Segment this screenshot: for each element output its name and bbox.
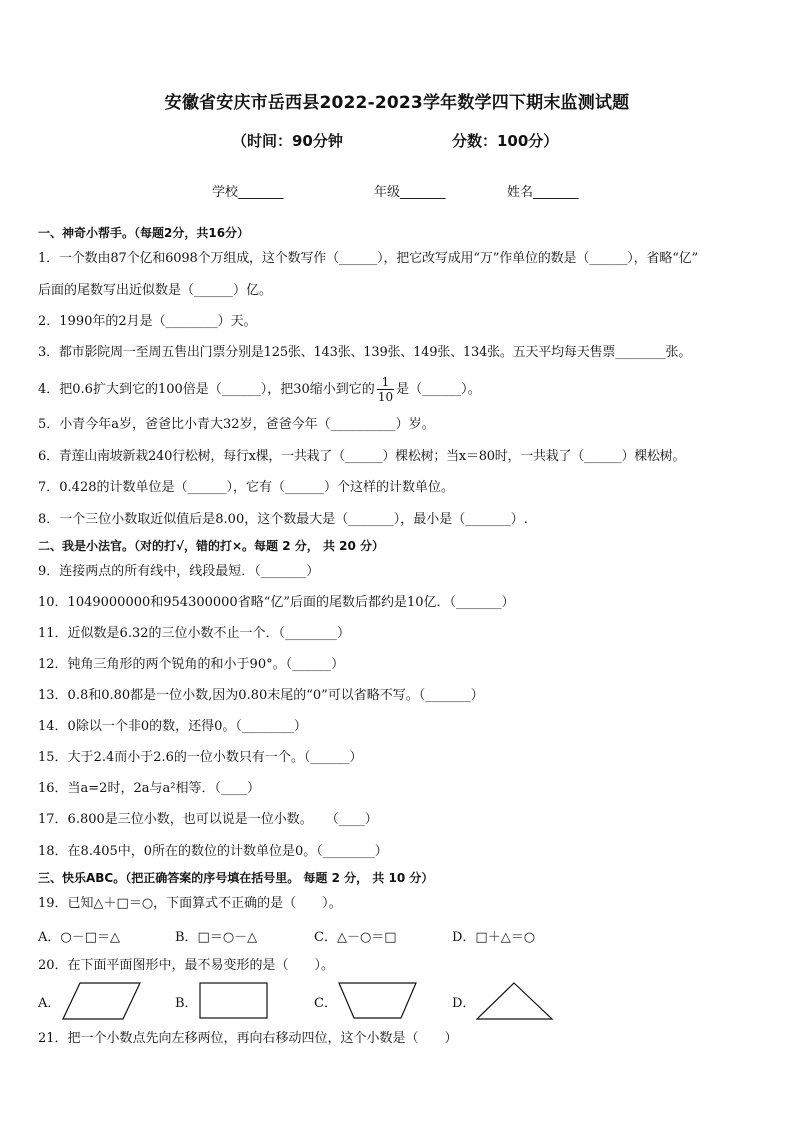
question-16: 16．当a=2时，2a与a²相等．（____） — [38, 781, 260, 796]
section-1-heading: 一、神奇小帮手。（每题2分，共16分） — [38, 226, 250, 240]
question-7: 7．0.428的计数单位是（______），它有（______）个这样的计数单位。 — [38, 480, 454, 495]
question-20-option-c: C． — [314, 996, 337, 1011]
grade-field: 年级_______ — [374, 185, 446, 200]
question-1-line-1: 1．一个数由87个亿和6098个万组成，这个数写作（______），把它改写成用“万”作单位的数是（______），省略“亿” — [38, 251, 699, 266]
fraction-numerator: 1 — [377, 375, 394, 390]
question-2: 2．1990年的2月是（________）天。 — [38, 314, 257, 329]
question-3: 3．都市影院周一至周五售出门票分别是125张、143张、139张、149张、134张。五天平均每天售票________张。 — [38, 345, 692, 360]
page-title: 安徽省安庆市岳西县2022-2023学年数学四下期末监测试题 — [164, 93, 630, 113]
question-13: 13．0.8和0.80都是一位小数,因为0.80末尾的“0”可以省略不写。（_______） — [38, 688, 484, 703]
question-8: 8．一个三位小数取近似值后是8.00，这个数最大是（_______），最小是（_______）. — [38, 512, 528, 527]
question-4 — [38, 370, 481, 410]
fraction-denominator: 10 — [377, 390, 394, 404]
question-10: 10．1049000000和954300000省略“亿”后面的尾数后都约是10亿．（_______） — [38, 595, 515, 610]
name-field: 姓名_______ — [507, 185, 579, 200]
question-19-option-d: D．□＋△＝○ — [452, 930, 536, 945]
section-2-heading: 二、我是小法官。（对的打√，错的打×。每题 2 分， 共 20 分） — [38, 539, 384, 553]
question-9: 9．连接两点的所有线中，线段最短．（_______） — [38, 564, 320, 579]
question-12: 12．钝角三角形的两个锐角的和小于90°。（______） — [38, 657, 345, 672]
question-21: 21．把一个小数点先向左移两位，再向右移动四位，这个小数是（ ） — [38, 1031, 458, 1046]
question-19: 19．已知△＋□＝○，下面算式不正确的是（ ）。 — [38, 896, 342, 911]
question-1-line-2: 后面的尾数写出近似数是（______）亿。 — [38, 283, 273, 298]
trapezoid-shape — [338, 982, 418, 1020]
fraction-one-tenth — [377, 375, 394, 404]
question-20: 20．在下面平面图形中，最不易变形的是（ ）。 — [38, 958, 335, 973]
question-20-option-b: B． — [175, 996, 198, 1011]
question-5: 5．小青今年a岁，爸爸比小青大32岁，爸爸今年（__________）岁。 — [38, 417, 435, 432]
question-20-option-d: D． — [452, 996, 476, 1011]
triangle-shape — [476, 982, 554, 1020]
question-17: 17．6.800是三位小数，也可以说是一位小数。 （____） — [38, 812, 378, 827]
question-14: 14．0除以一个非0的数，还得0。（________） — [38, 719, 307, 734]
question-18: 18．在8.405中，0所在的数位的计数单位是0。（________） — [38, 844, 388, 859]
rectangle-shape — [199, 982, 269, 1020]
section-3-heading: 三、快乐ABC。（把正确答案的序号填在括号里。 每题 2 分， 共 10 分） — [38, 871, 434, 885]
question-19-option-c: C．△－○＝□ — [314, 930, 397, 945]
school-field: 学校_______ — [212, 185, 284, 200]
question-4-part-2: 是（______）。 — [396, 382, 481, 397]
question-19-option-b: B．□＝○－△ — [175, 930, 258, 945]
question-19-option-a: A．○－□＝△ — [38, 930, 121, 945]
question-6: 6．青莲山南坡新栽240行松树，每行x棵，一共栽了（______）棵松树；当x＝80时，一共栽了（______）棵松树。 — [38, 449, 686, 464]
parallelogram-shape — [62, 982, 142, 1020]
question-4-part-1: 4．把0.6扩大到它的100倍是（______），把30缩小到它的 — [38, 382, 375, 397]
exam-score: 分数：100分） — [452, 132, 559, 150]
question-15: 15．大于2.4而小于2.6的一位小数只有一个。（______） — [38, 750, 363, 765]
question-11: 11．近似数是6.32的三位小数不止一个．（________） — [38, 626, 350, 641]
exam-time: （时间：90分钟 — [232, 132, 343, 150]
question-20-option-a: A． — [38, 996, 61, 1011]
